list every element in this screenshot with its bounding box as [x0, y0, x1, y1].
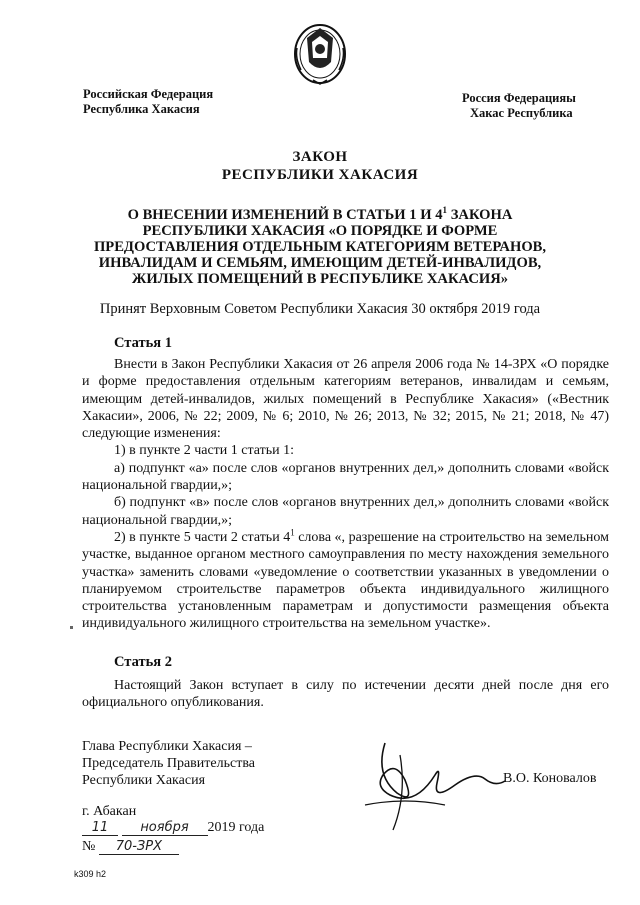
number-prefix: №	[82, 839, 96, 854]
article1-item1b: б) подпункт «в» после слов «органов внутренних дел,» дополнить словами «войск национальной гвардии,»;	[82, 495, 609, 528]
header-left	[83, 87, 213, 117]
article2-heading: Статья 2	[114, 654, 172, 670]
coat-of-arms-emblem	[291, 18, 349, 88]
law-subheading: РЕСПУБЛИКИ ХАКАСИЯ	[221, 167, 419, 183]
article1-item1: 1) в пункте 2 части 1 статьи 1:	[114, 443, 295, 459]
adoption-statement: Принят Верховным Советом Республики Хакасия 30 октября 2019 года	[99, 301, 541, 317]
signatory-title	[82, 738, 255, 789]
document-code: k309 h2	[74, 869, 107, 879]
law-title	[0, 207, 640, 287]
header-right-country: Россия Федерацияы	[462, 91, 576, 105]
article1-item2-a: 2) в пункте 5 части 2 статьи 4	[114, 529, 291, 545]
signing-date	[82, 820, 264, 836]
signatory-title-line3: Республики Хакасия	[82, 773, 206, 788]
signatory-title-line1: Глава Республики Хакасия –	[82, 739, 252, 754]
header-right-republic: Хакас Республика	[470, 106, 573, 120]
title-line1-a: О ВНЕСЕНИИ ИЗМЕНЕНИЙ В СТАТЬИ 1 И 4	[127, 207, 443, 223]
date-day: 11	[82, 820, 118, 836]
law-number	[82, 839, 179, 855]
handwritten-signature	[345, 735, 515, 835]
article2-body	[82, 677, 609, 712]
signatory-name: В.О. Коновалов	[503, 771, 597, 786]
title-line3: ПРЕДОСТАВЛЕНИЯ ОТДЕЛЬНЫМ КАТЕГОРИЯМ ВЕТЕРАНОВ,	[93, 239, 547, 255]
number-value: 70-ЗРХ	[99, 839, 179, 855]
header-left-country: Российская Федерация	[83, 87, 214, 101]
article2-text: Настоящий Закон вступает в силу по истечении десяти дней после дня его официального опубликования.	[82, 678, 609, 711]
article1-body	[82, 356, 609, 633]
article1-heading: Статья 1	[114, 335, 172, 351]
law-heading: ЗАКОН	[292, 149, 348, 165]
title-line5: ЖИЛЫХ ПОМЕЩЕНИЙ В РЕСПУБЛИКЕ ХАКАСИЯ»	[131, 271, 509, 287]
title-line2: РЕСПУБЛИКИ ХАКАСИЯ «О ПОРЯДКЕ И ФОРМЕ	[142, 223, 498, 239]
header-right	[462, 91, 576, 121]
margin-mark	[70, 626, 73, 629]
article1-item1a: а) подпункт «а» после слов «органов внутренних дел,» дополнить словами «войск национальной гвардии,»;	[82, 460, 609, 494]
title-line1-sup: 1	[442, 205, 448, 216]
title-line1-b: ЗАКОНА	[447, 207, 513, 223]
date-year: 2019 года	[207, 820, 265, 835]
date-month: ноября	[122, 820, 208, 836]
article1-intro: Внести в Закон Республики Хакасия от 26 апреля 2006 года № 14-ЗРХ «О порядке и форме предоставления отдельным категориям ветеранов, инвалидам и семьям, имеющим детей-инвалидов, жилых помещений в Республике Хакасия» («Вестник Хакасии», 2006, № 22; 2009, № 6; 2010, № 26; 2013, № 32; 2015, № 21; 2018, № 47) следующие изменения:	[82, 357, 609, 442]
signatory-title-line2: Председатель Правительства	[82, 756, 255, 771]
title-line4: ИНВАЛИДАМ И СЕМЬЯМ, ИМЕЮЩИМ ДЕТЕЙ-ИНВАЛИДОВ,	[98, 255, 542, 271]
place-city: г. Абакан	[82, 804, 137, 819]
article1-item2-sup: 1	[290, 527, 295, 538]
article1-item2-b: слова «, разрешение на строительство на земельном участке, выданное органом местного самоуправления по месту нахождения земельного участка» заменить словами «уведомление о соответствии указанных в уведомлении о планируемом строительстве параметров объекта индивидуального жилищного строительства установленным параметрам и допустимости размещения объекта индивидуального жилищного строительства на земельном участке».	[82, 529, 609, 632]
header-left-republic: Республика Хакасия	[83, 102, 200, 116]
